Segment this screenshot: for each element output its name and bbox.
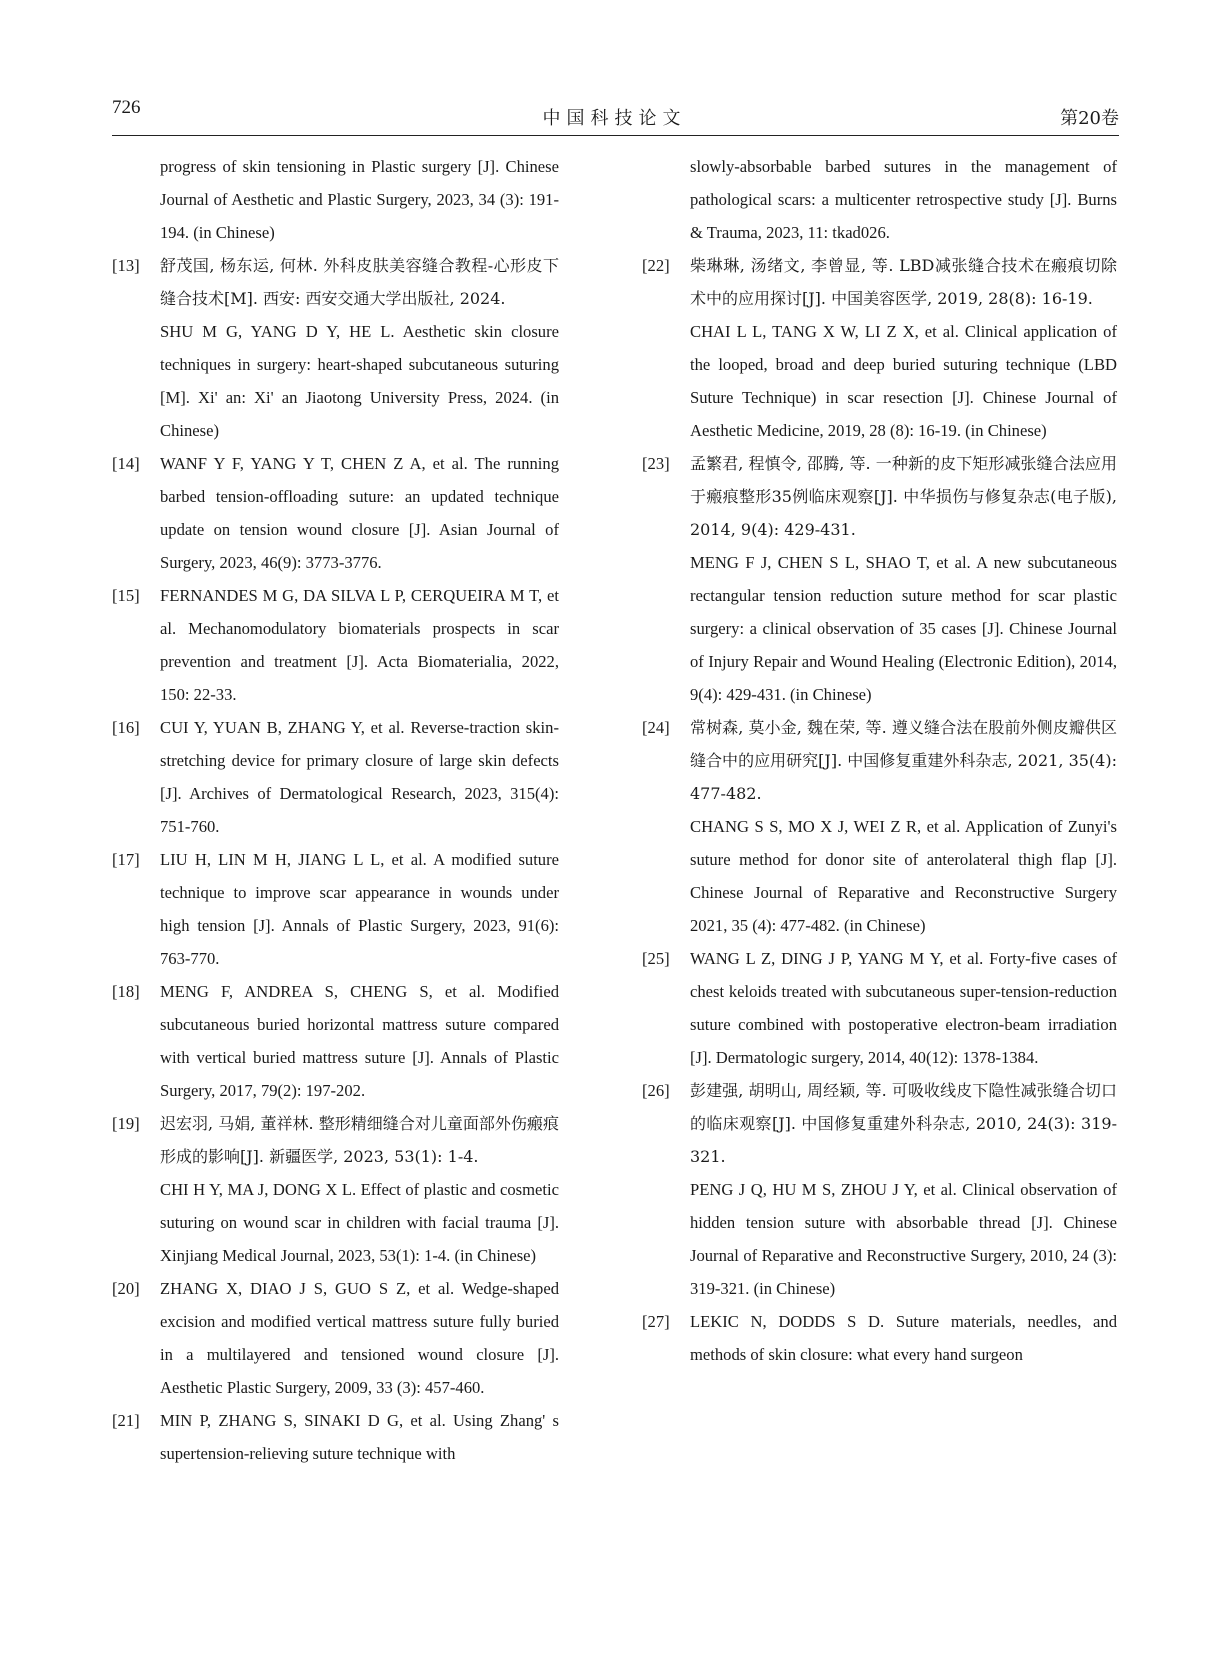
reference-english-text: WANF Y F, YANG Y T, CHEN Z A, et al. The running barbed tension-offloading suture: an updated technique update on tension wound closure [J]. Asian Journal of Surgery, 2023, 46(9): 3773-3776. [160, 454, 559, 572]
reference-number: [13] [112, 256, 140, 275]
references-right-column [642, 150, 1117, 1371]
reference-item [642, 711, 1117, 942]
reference-english-text: ZHANG X, DIAO J S, GUO S Z, et al. Wedge-shaped excision and modified vertical mattress suture fully buried in a multilayered and tensioned wound closure [J]. Aesthetic Plastic Surgery, 2009, 33 (3): 457-460. [160, 1279, 559, 1397]
reference-english-text: CHI H Y, MA J, DONG X L. Effect of plastic and cosmetic suturing on wound scar in children with facial trauma [J]. Xinjiang Medical Journal, 2023, 53(1): 1-4. (in Chinese) [160, 1180, 559, 1265]
reference-item [112, 843, 559, 975]
reference-english-text: MENG F J, CHEN S L, SHAO T, et al. A new subcutaneous rectangular tension reduction suture method for scar plastic surgery: a clinical observation of 35 cases [J]. Chinese Journal of Injury Repair and Wound Healing (Electronic Edition), 2014, 9(4): 429-431. (in Chinese) [690, 553, 1117, 704]
reference-english-text: MIN P, ZHANG S, SINAKI D G, et al. Using Zhang' s supertension-relieving suture technique with [160, 1411, 559, 1463]
reference-english-text: FERNANDES M G, DA SILVA L P, CERQUEIRA M T, et al. Mechanomodulatory biomaterials prospects in scar prevention and treatment [J]. Acta Biomaterialia, 2022, 150: 22-33. [160, 586, 559, 704]
page-number: 726 [112, 97, 141, 118]
reference-item [112, 1272, 559, 1404]
reference-english-text: LIU H, LIN M H, JIANG L L, et al. A modified suture technique to improve scar appearance in wounds under high tension [J]. Annals of Plastic Surgery, 2023, 91(6): 763-770. [160, 850, 559, 968]
references-left-column [112, 150, 559, 1470]
reference-english-text: PENG J Q, HU M S, ZHOU J Y, et al. Clinical observation of hidden tension suture with absorbable thread [J]. Chinese Journal of Reparative and Reconstructive Surgery, 2010, 24 (3): 319-321. (in Chinese) [690, 1180, 1117, 1298]
reference-english-text: SHU M G, YANG D Y, HE L. Aesthetic skin closure techniques in surgery: heart-shaped subcutaneous suturing [M]. Xi' an: Xi' an Jiaotong University Press, 2024. (in Chinese) [160, 322, 559, 440]
reference-item [112, 1107, 559, 1272]
reference-item [642, 249, 1117, 447]
reference-list [642, 249, 1117, 1371]
reference-english-text: WANG L Z, DING J P, YANG M Y, et al. Forty-five cases of chest keloids treated with subcutaneous super-tension-reduction suture combined with postoperative electron-beam irradiation [J]. Dermatologic surgery, 2014, 40(12): 1378-1384. [690, 949, 1117, 1067]
reference-item [642, 1305, 1117, 1371]
reference-english-text: CUI Y, YUAN B, ZHANG Y, et al. Reverse-traction skin-stretching device for primary closure of large skin defects [J]. Archives of Dermatological Research, 2023, 315(4): 751-760. [160, 718, 559, 836]
reference-item [112, 711, 559, 843]
reference-list [112, 249, 559, 1470]
reference-chinese-text: 迟宏羽, 马娟, 董祥林. 整形精细缝合对儿童面部外伤瘢痕形成的影响[J]. 新疆医学, 2023, 53(1): 1-4. [160, 1114, 559, 1166]
reference-chinese-text: 舒茂国, 杨东运, 何林. 外科皮肤美容缝合教程-心形皮下缝合技术[M]. 西安: 西安交通大学出版社, 2024. [160, 256, 559, 308]
reference-item [642, 1074, 1117, 1305]
reference-number: [18] [112, 982, 140, 1001]
reference-number: [17] [112, 850, 140, 869]
reference-item [112, 1404, 559, 1470]
reference-item [112, 249, 559, 447]
reference-number: [16] [112, 718, 140, 737]
reference-item [112, 579, 559, 711]
reference-number: [14] [112, 454, 140, 473]
reference-continuation: slowly-absorbable barbed sutures in the management of pathological scars: a multicenter retrospective study [J]. Burns & Trauma, 2023, 11: tkad026. [690, 157, 1117, 242]
reference-chinese-text: 彭建强, 胡明山, 周经颖, 等. 可吸收线皮下隐性减张缝合切口的临床观察[J]. 中国修复重建外科杂志, 2010, 24(3): 319-321. [690, 1081, 1117, 1166]
reference-item [642, 942, 1117, 1074]
reference-number: [19] [112, 1114, 140, 1133]
header-rule [112, 135, 1119, 136]
volume-label: 第20卷 [1060, 108, 1119, 129]
reference-english-text: CHAI L L, TANG X W, LI Z X, et al. Clinical application of the looped, broad and deep buried suturing technique (LBD Suture Technique) in scar resection [J]. Chinese Journal of Aesthetic Medicine, 2019, 28 (8): 16-19. (in Chinese) [690, 322, 1117, 440]
reference-number: [15] [112, 586, 140, 605]
reference-number: [26] [642, 1081, 670, 1100]
reference-english-text: CHANG S S, MO X J, WEI Z R, et al. Application of Zunyi's suture method for donor site of anterolateral thigh flap [J]. Chinese Journal of Reparative and Reconstructive Surgery 2021, 35 (4): 477-482. (in Chinese) [690, 817, 1117, 935]
reference-item [642, 447, 1117, 711]
reference-english-text: LEKIC N, DODDS S D. Suture materials, needles, and methods of skin closure: what every hand surgeon [690, 1312, 1117, 1364]
reference-continuation: progress of skin tensioning in Plastic surgery [J]. Chinese Journal of Aesthetic and Plastic Surgery, 2023, 34 (3): 191-194. (in Chinese) [160, 157, 559, 242]
reference-number: [25] [642, 949, 670, 968]
reference-item [112, 975, 559, 1107]
reference-number: [20] [112, 1279, 140, 1298]
reference-number: [23] [642, 454, 670, 473]
journal-title: 中国科技论文 [542, 108, 687, 129]
reference-item [112, 447, 559, 579]
reference-chinese-text: 常树森, 莫小金, 魏在荣, 等. 遵义缝合法在股前外侧皮瓣供区缝合中的应用研究[J]. 中国修复重建外科杂志, 2021, 35(4): 477-482. [690, 718, 1117, 803]
reference-number: [24] [642, 718, 670, 737]
reference-number: [27] [642, 1312, 670, 1331]
reference-english-text: MENG F, ANDREA S, CHENG S, et al. Modified subcutaneous buried horizontal mattress suture compared with vertical buried mattress suture [J]. Annals of Plastic Surgery, 2017, 79(2): 197-202. [160, 982, 559, 1100]
reference-number: [21] [112, 1411, 140, 1430]
reference-chinese-text: 柴琳琳, 汤绪文, 李曾显, 等. LBD减张缝合技术在瘢痕切除术中的应用探讨[J]. 中国美容医学, 2019, 28(8): 16-19. [690, 256, 1117, 308]
reference-number: [22] [642, 256, 670, 275]
reference-chinese-text: 孟繁君, 程慎令, 邵腾, 等. 一种新的皮下矩形减张缝合法应用于瘢痕整形35例临床观察[J]. 中华损伤与修复杂志(电子版), 2014, 9(4): 429-431. [690, 454, 1117, 539]
